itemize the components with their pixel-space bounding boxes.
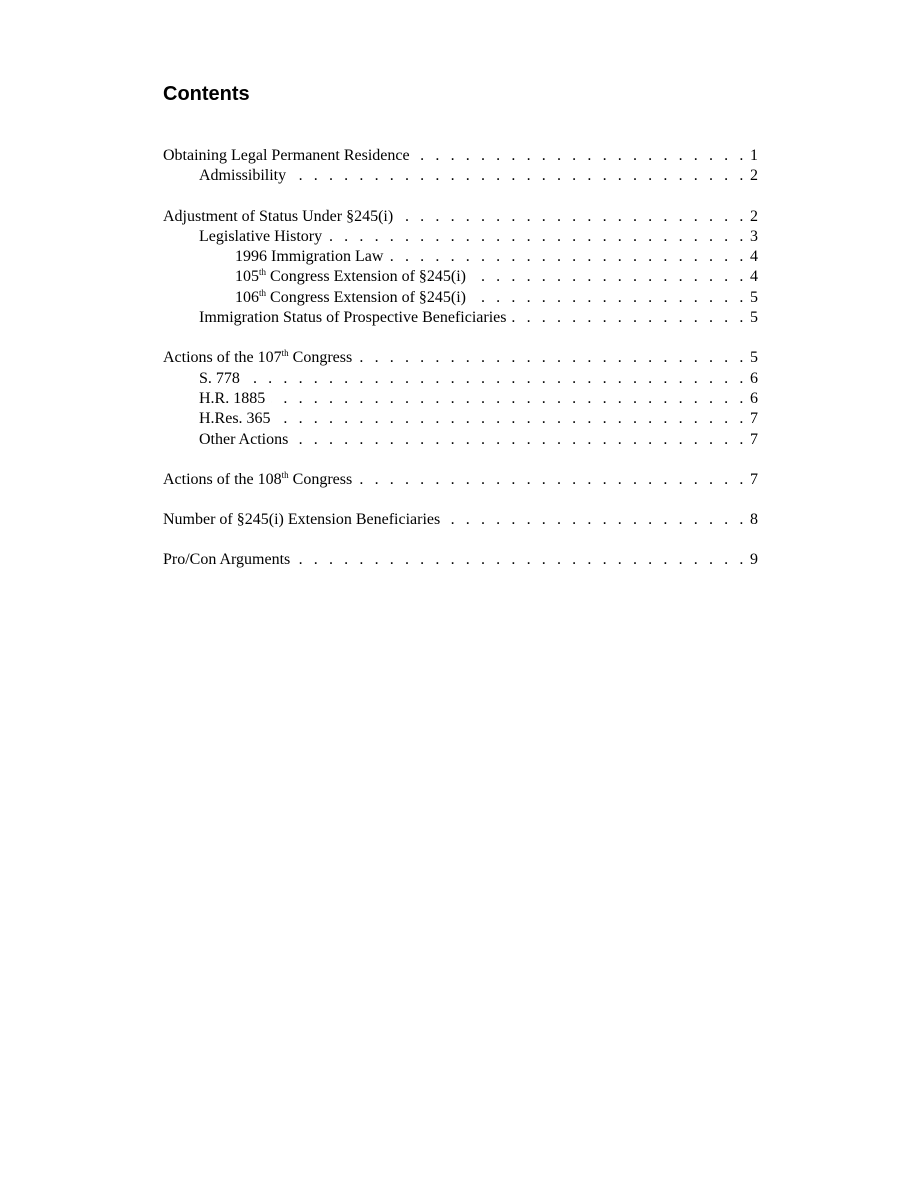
toc-section bbox=[163, 550, 758, 570]
contents-heading: Contents bbox=[163, 83, 250, 105]
toc-entry-title: Other Actions bbox=[199, 430, 289, 448]
toc-section bbox=[163, 348, 758, 449]
toc-page-number: 8 bbox=[750, 511, 758, 529]
toc-page-number: 6 bbox=[750, 389, 758, 407]
toc-entry[interactable] bbox=[163, 369, 758, 389]
toc-section bbox=[163, 207, 758, 329]
toc-entry[interactable] bbox=[163, 146, 758, 166]
toc-section bbox=[163, 146, 758, 187]
toc-page-number: 7 bbox=[750, 410, 758, 428]
toc-page-number: 3 bbox=[750, 227, 758, 245]
toc-entry-title: H.Res. 365 bbox=[199, 410, 271, 428]
toc-entry-title: S. 778 bbox=[199, 369, 240, 387]
toc-page-number: 5 bbox=[750, 309, 758, 327]
toc-entry-title: Pro/Con Arguments bbox=[163, 551, 291, 569]
toc-entry[interactable] bbox=[163, 267, 758, 287]
toc-entry-title: Legislative History bbox=[199, 227, 323, 245]
dot-leader bbox=[292, 166, 747, 186]
dot-leader bbox=[271, 389, 747, 409]
toc-entry-title: Admissibility bbox=[199, 167, 287, 185]
toc-entry[interactable] bbox=[163, 207, 758, 227]
toc-entry-title bbox=[163, 470, 358, 490]
ordinal-suffix: th bbox=[259, 267, 267, 278]
toc-entry-title: Number of §245(i) Extension Beneficiaries bbox=[163, 511, 441, 529]
toc-entry[interactable] bbox=[163, 227, 758, 247]
toc-section bbox=[163, 510, 758, 530]
toc-entry-title bbox=[235, 288, 472, 308]
toc-entry[interactable] bbox=[163, 247, 758, 267]
toc-entry[interactable] bbox=[163, 470, 758, 490]
toc-entry-title bbox=[235, 267, 472, 287]
dot-leader bbox=[389, 247, 747, 267]
dot-leader bbox=[294, 430, 747, 450]
toc-page-number: 7 bbox=[750, 470, 758, 488]
toc-entry-title-text: 105 bbox=[235, 268, 259, 286]
dot-leader bbox=[277, 409, 747, 429]
toc-entry-title: Adjustment of Status Under §245(i) bbox=[163, 207, 394, 225]
toc-page-number: 4 bbox=[750, 248, 758, 266]
dot-leader bbox=[328, 227, 747, 247]
toc-entry-title: 1996 Immigration Law bbox=[235, 248, 384, 266]
dot-leader bbox=[296, 550, 747, 570]
toc-entry-title-text: Congress Extension of §245(i) bbox=[266, 288, 466, 306]
dot-leader bbox=[512, 308, 747, 328]
dot-leader bbox=[246, 369, 747, 389]
toc-entry[interactable] bbox=[163, 389, 758, 409]
toc-entry-title: H.R. 1885 bbox=[199, 389, 266, 407]
toc-entry[interactable] bbox=[163, 348, 758, 368]
toc-page-number: 4 bbox=[750, 268, 758, 286]
toc-entry[interactable] bbox=[163, 166, 758, 186]
toc-entry[interactable] bbox=[163, 288, 758, 308]
toc-entry-title-text: Congress bbox=[288, 349, 353, 367]
toc-entry[interactable] bbox=[163, 430, 758, 450]
toc-page-number: 9 bbox=[750, 551, 758, 569]
toc-entry[interactable] bbox=[163, 308, 758, 328]
dot-leader bbox=[358, 470, 747, 490]
dot-leader bbox=[472, 267, 747, 287]
toc-entry[interactable] bbox=[163, 550, 758, 570]
dot-leader bbox=[416, 146, 747, 166]
toc-entry-title-text: Actions of the 107 bbox=[163, 349, 282, 367]
toc-entry-title-text: 106 bbox=[235, 288, 259, 306]
table-of-contents bbox=[163, 146, 758, 591]
toc-page-number: 5 bbox=[750, 349, 758, 367]
dot-leader bbox=[446, 510, 747, 530]
toc-page-number: 5 bbox=[750, 288, 758, 306]
ordinal-suffix: th bbox=[259, 287, 267, 298]
toc-page-number: 6 bbox=[750, 369, 758, 387]
toc-section bbox=[163, 470, 758, 490]
toc-page-number: 1 bbox=[750, 147, 758, 164]
ordinal-suffix: th bbox=[281, 348, 289, 359]
dot-leader bbox=[358, 348, 747, 368]
toc-entry-title-text: Congress Extension of §245(i) bbox=[266, 268, 466, 286]
toc-page-number: 2 bbox=[750, 167, 758, 185]
toc-entry-title-text: Congress bbox=[288, 470, 353, 488]
toc-page-number: 2 bbox=[750, 207, 758, 225]
toc-entry-title-text: Actions of the 108 bbox=[163, 470, 282, 488]
dot-leader bbox=[399, 207, 747, 227]
toc-entry[interactable] bbox=[163, 409, 758, 429]
toc-entry[interactable] bbox=[163, 510, 758, 530]
dot-leader bbox=[472, 288, 747, 308]
toc-entry-title bbox=[163, 348, 358, 368]
ordinal-suffix: th bbox=[281, 469, 289, 480]
toc-entry-title: Obtaining Legal Permanent Residence bbox=[163, 147, 410, 164]
toc-page-number: 7 bbox=[750, 430, 758, 448]
toc-entry-title: Immigration Status of Prospective Beneficiaries bbox=[199, 309, 507, 327]
